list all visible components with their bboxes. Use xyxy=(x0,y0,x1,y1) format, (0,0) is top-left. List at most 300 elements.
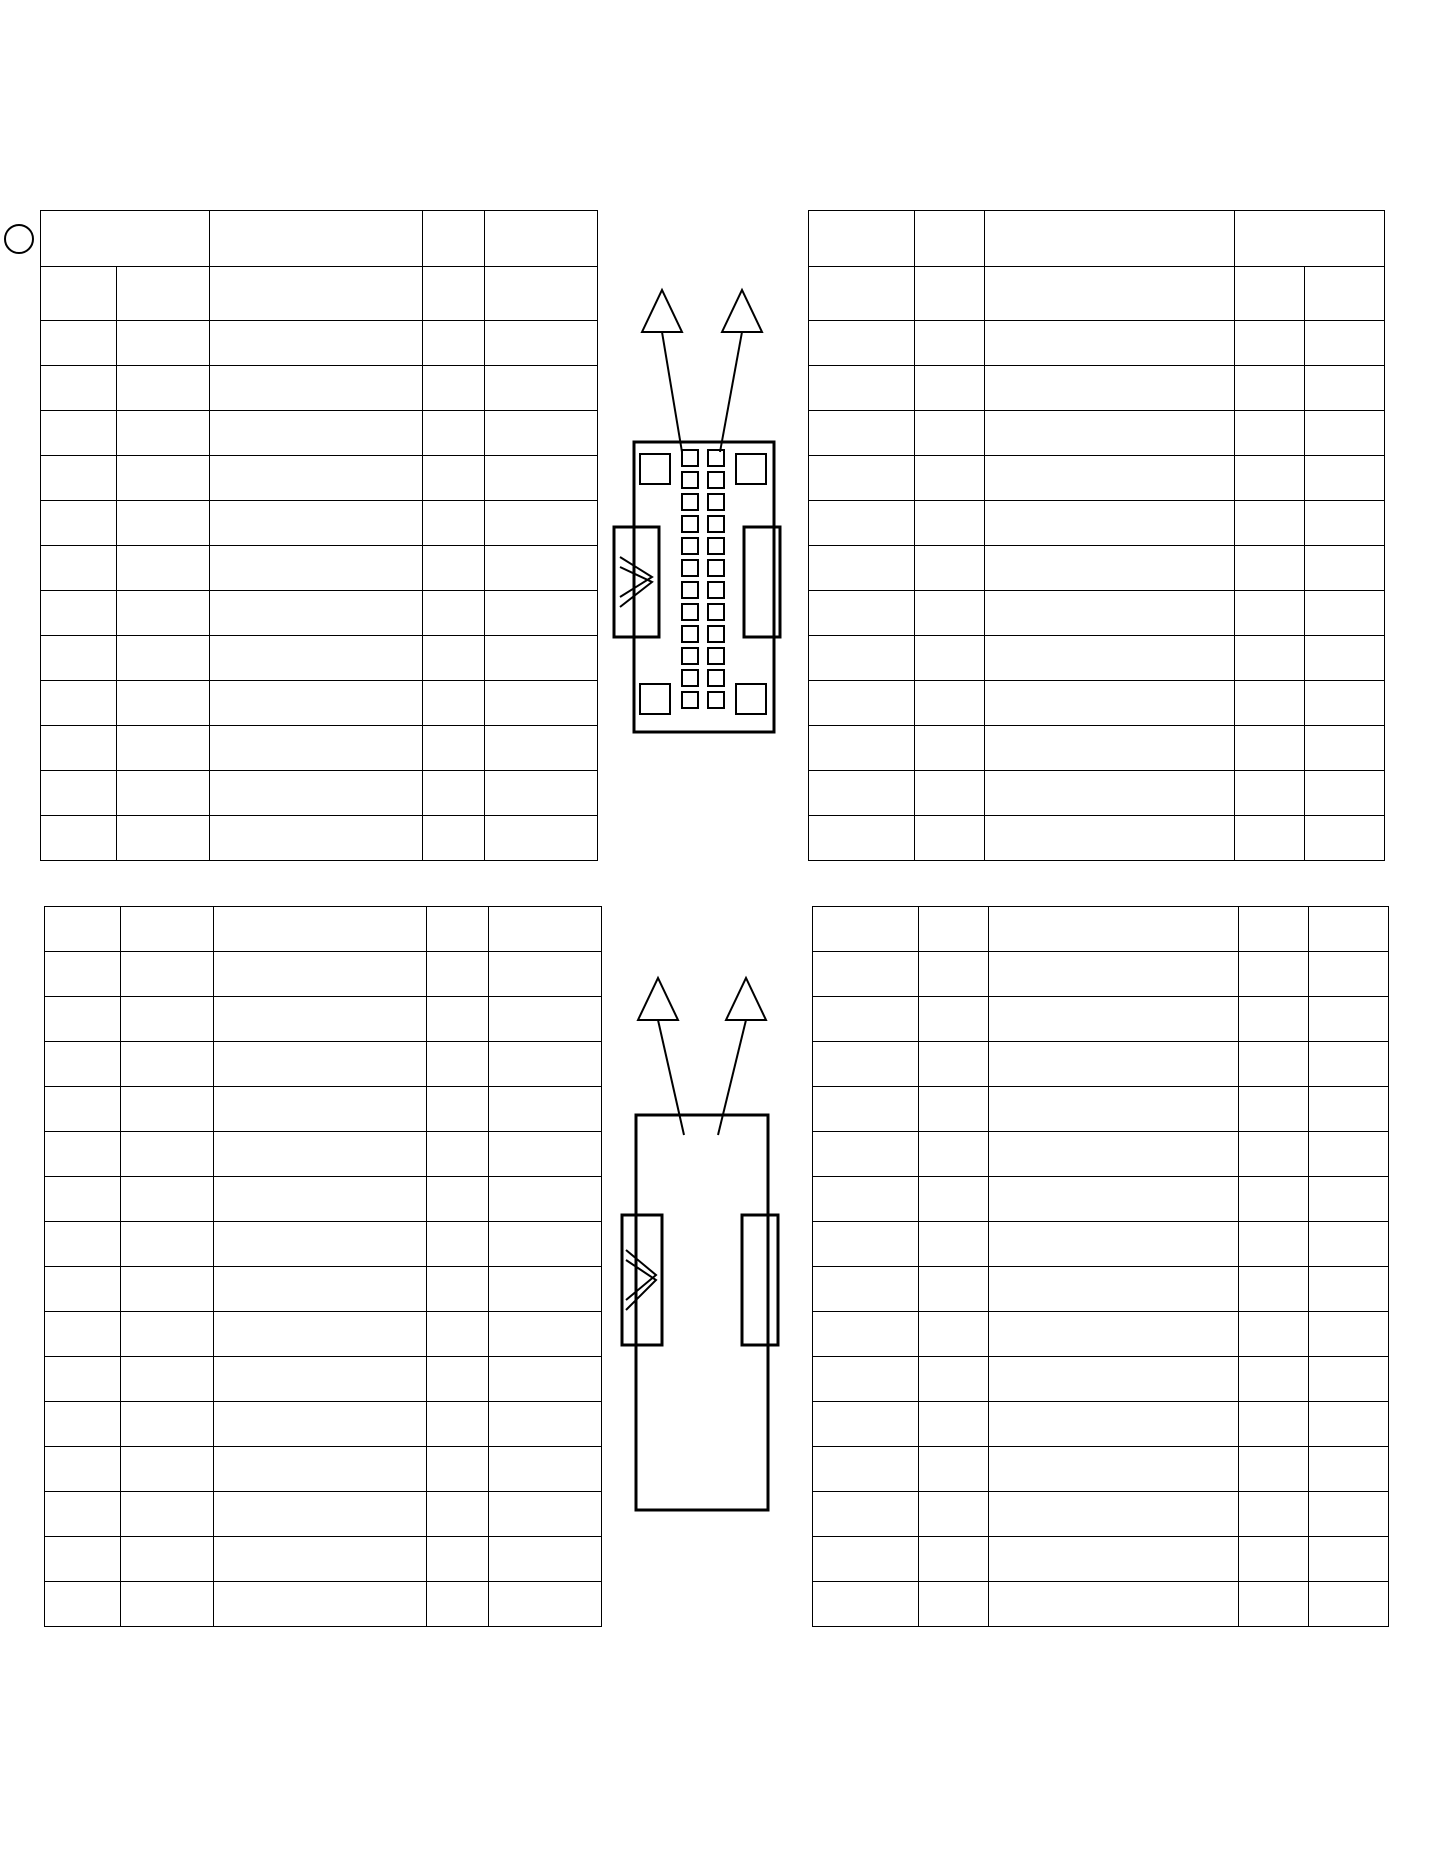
wire-color xyxy=(813,1312,919,1357)
table-d-pins xyxy=(812,906,1389,1627)
circuit-name xyxy=(989,1267,1239,1312)
circuit-name xyxy=(989,997,1239,1042)
wire-color xyxy=(488,1087,601,1132)
pin-number xyxy=(426,1312,488,1357)
wire-color xyxy=(813,907,919,952)
key-on-voltage xyxy=(45,952,121,997)
eng-run-voltage xyxy=(121,952,214,997)
pin-number xyxy=(919,907,989,952)
pin-number xyxy=(426,1582,488,1627)
eng-run-voltage xyxy=(1309,1312,1389,1357)
wire-color xyxy=(484,726,597,771)
wire-color xyxy=(488,1177,601,1222)
circuit-name xyxy=(210,681,422,726)
wire-color xyxy=(488,1267,601,1312)
pin-d-row xyxy=(813,952,1389,997)
eng-run-voltage xyxy=(121,1357,214,1402)
key-on-voltage xyxy=(45,1132,121,1177)
wire-color xyxy=(813,1402,919,1447)
key-on-voltage xyxy=(45,1312,121,1357)
key-on-voltage xyxy=(1239,1582,1309,1627)
circuit-name xyxy=(985,771,1235,816)
eng-run-voltage xyxy=(121,1582,214,1627)
wire-color xyxy=(813,1132,919,1177)
key-on-voltage xyxy=(1239,1402,1309,1447)
key-on-voltage xyxy=(41,591,117,636)
pin-number xyxy=(426,1357,488,1402)
key-on-voltage xyxy=(45,1582,121,1627)
pin-number xyxy=(915,366,985,411)
wire-color xyxy=(809,681,915,726)
connector-ab-diagram xyxy=(612,282,792,742)
eng-run-voltage xyxy=(1305,321,1385,366)
pin-number xyxy=(426,952,488,997)
pin-number xyxy=(426,1537,488,1582)
wire-color xyxy=(809,546,915,591)
circuit-header-right xyxy=(985,267,1235,321)
voltage-header-right xyxy=(1235,211,1385,267)
wire-color-header-right xyxy=(809,267,915,321)
wire-color xyxy=(813,1447,919,1492)
pin-c-row xyxy=(45,1402,602,1447)
key-on-voltage xyxy=(41,366,117,411)
pin-number xyxy=(422,726,484,771)
pin-b-row xyxy=(809,546,1385,591)
wire-color xyxy=(488,1312,601,1357)
pin-d-row xyxy=(813,1312,1389,1357)
circuit-name xyxy=(985,591,1235,636)
wire-color xyxy=(488,1402,601,1447)
eng-run-voltage xyxy=(1305,681,1385,726)
eng-run-voltage xyxy=(121,1402,214,1447)
eng-run-voltage xyxy=(1309,1402,1389,1447)
pin-number xyxy=(919,1222,989,1267)
pin-d-row xyxy=(813,1087,1389,1132)
pin-b-row xyxy=(809,366,1385,411)
wire-color xyxy=(484,681,597,726)
key-on-voltage xyxy=(1235,591,1305,636)
pin-c-row xyxy=(45,907,602,952)
pin-a-row xyxy=(41,591,598,636)
wire-color xyxy=(809,816,915,861)
wire-color xyxy=(809,411,915,456)
eng-run-voltage xyxy=(117,636,210,681)
circuit-name xyxy=(214,907,426,952)
pin-d-row xyxy=(813,1267,1389,1312)
circuit-name xyxy=(989,1582,1239,1627)
eng-run-voltage xyxy=(121,1177,214,1222)
key-on-voltage xyxy=(1235,681,1305,726)
pin-number xyxy=(422,456,484,501)
wire-color xyxy=(484,771,597,816)
pin-number xyxy=(915,546,985,591)
wire-color xyxy=(813,952,919,997)
key-on-voltage xyxy=(1239,997,1309,1042)
wire-color xyxy=(488,907,601,952)
eng-run-voltage xyxy=(1309,1537,1389,1582)
table-a-pins xyxy=(40,210,598,861)
key-on-voltage xyxy=(41,411,117,456)
pin-number xyxy=(915,816,985,861)
eng-run-voltage xyxy=(1309,1042,1389,1087)
key-on-voltage xyxy=(1239,1447,1309,1492)
pin-d-row xyxy=(813,1177,1389,1222)
wire-color xyxy=(809,366,915,411)
eng-run-voltage xyxy=(1309,997,1389,1042)
pin-c-row xyxy=(45,1042,602,1087)
eng-run-voltage xyxy=(117,591,210,636)
pin-number xyxy=(915,771,985,816)
eng-run-voltage xyxy=(1305,636,1385,681)
eng-run-voltage xyxy=(117,726,210,771)
wire-color xyxy=(813,1267,919,1312)
key-on-header xyxy=(41,267,117,321)
pin-number xyxy=(422,321,484,366)
pin-d-row xyxy=(813,1222,1389,1267)
circuit-name xyxy=(214,997,426,1042)
eng-run-voltage xyxy=(1305,546,1385,591)
eng-run-voltage xyxy=(1309,1132,1389,1177)
pin-c-row xyxy=(45,952,602,997)
key-on-voltage xyxy=(45,1087,121,1132)
pin-a-row xyxy=(41,501,598,546)
wire-color xyxy=(813,997,919,1042)
wire-color xyxy=(809,636,915,681)
pin-number xyxy=(919,1087,989,1132)
pin-b-row xyxy=(809,456,1385,501)
pin-number xyxy=(422,501,484,546)
key-on-voltage xyxy=(1239,1357,1309,1402)
pin-number xyxy=(915,726,985,771)
pin-a-row xyxy=(41,771,598,816)
eng-run-voltage xyxy=(117,501,210,546)
circuit-name xyxy=(985,411,1235,456)
eng-run-voltage xyxy=(117,816,210,861)
pin-c-row xyxy=(45,997,602,1042)
circuit-name xyxy=(989,1222,1239,1267)
circuit-name xyxy=(989,1447,1239,1492)
circuit-name xyxy=(214,1447,426,1492)
key-on-voltage xyxy=(1235,411,1305,456)
circuit-name xyxy=(989,907,1239,952)
pin-a-row xyxy=(41,321,598,366)
circuit-name xyxy=(210,636,422,681)
wire-color xyxy=(488,1537,601,1582)
circuit-name xyxy=(985,816,1235,861)
key-on-voltage xyxy=(1239,952,1309,997)
key-on-voltage xyxy=(45,1447,121,1492)
eng-run-voltage xyxy=(1309,1447,1389,1492)
pin-number xyxy=(422,771,484,816)
wire-color xyxy=(488,1222,601,1267)
wire-color xyxy=(484,411,597,456)
eng-run-voltage xyxy=(1309,907,1389,952)
pin-b-row xyxy=(809,681,1385,726)
pin-c-row xyxy=(45,1537,602,1582)
wire-color xyxy=(813,1042,919,1087)
eng-run-voltage xyxy=(1305,591,1385,636)
eng-run-voltage xyxy=(1309,1267,1389,1312)
pin-number xyxy=(426,1177,488,1222)
pin-c-row xyxy=(45,1492,602,1537)
circuit-name xyxy=(985,546,1235,591)
circuit-name xyxy=(989,1492,1239,1537)
pin-number xyxy=(422,591,484,636)
pin-number xyxy=(422,546,484,591)
circuit-name xyxy=(210,816,422,861)
pin-b-row xyxy=(809,771,1385,816)
circuit-name xyxy=(214,1492,426,1537)
circuit-name xyxy=(214,1132,426,1177)
pin-d-row xyxy=(813,1447,1389,1492)
key-on-voltage xyxy=(45,1537,121,1582)
pin-number xyxy=(915,411,985,456)
key-on-voltage xyxy=(1239,1312,1309,1357)
key-on-voltage xyxy=(1239,1222,1309,1267)
circuit-name xyxy=(210,501,422,546)
eng-run-voltage xyxy=(1309,1177,1389,1222)
circuit-name xyxy=(985,456,1235,501)
wire-color xyxy=(809,456,915,501)
pin-b-row xyxy=(809,816,1385,861)
eng-run-voltage xyxy=(1309,1582,1389,1627)
pin-number xyxy=(915,636,985,681)
pin-number xyxy=(426,1087,488,1132)
key-on-voltage xyxy=(1239,1132,1309,1177)
pin-number xyxy=(422,366,484,411)
pin-number xyxy=(426,1447,488,1492)
pin-number xyxy=(919,1402,989,1447)
eng-run-voltage xyxy=(1305,411,1385,456)
circuit-name xyxy=(989,1402,1239,1447)
wire-color xyxy=(809,726,915,771)
pin-b-row xyxy=(809,636,1385,681)
key-on-voltage xyxy=(1239,1492,1309,1537)
circuit-name xyxy=(989,1357,1239,1402)
circuit-name xyxy=(214,1177,426,1222)
pin-d-row xyxy=(813,1582,1389,1627)
pin-c-row xyxy=(45,1312,602,1357)
key-on-voltage xyxy=(1239,1177,1309,1222)
key-on-voltage xyxy=(45,1402,121,1447)
circuit-name xyxy=(985,726,1235,771)
pin-b-row xyxy=(809,726,1385,771)
pin-number xyxy=(915,321,985,366)
pin-a-row xyxy=(41,816,598,861)
pin-d-row xyxy=(813,1042,1389,1087)
pin-number xyxy=(426,1222,488,1267)
key-on-voltage xyxy=(41,816,117,861)
pin-a-row xyxy=(41,411,598,456)
pin-number xyxy=(919,1132,989,1177)
footnote-marker xyxy=(4,224,34,254)
key-on-voltage xyxy=(41,456,117,501)
pin-a-row xyxy=(41,366,598,411)
pin-d-row xyxy=(813,1402,1389,1447)
pin-number xyxy=(919,1312,989,1357)
circuit-name xyxy=(214,1582,426,1627)
key-on-voltage xyxy=(1239,1042,1309,1087)
eng-run-header xyxy=(117,267,210,321)
key-on-voltage xyxy=(41,321,117,366)
eng-run-voltage xyxy=(117,321,210,366)
eng-run-voltage xyxy=(1305,501,1385,546)
pin-b-row xyxy=(809,321,1385,366)
pin-number xyxy=(919,1447,989,1492)
wire-color-header xyxy=(484,267,597,321)
pin-c-row xyxy=(45,1132,602,1177)
wire-color xyxy=(484,366,597,411)
pin-number xyxy=(426,1267,488,1312)
pin-number xyxy=(915,456,985,501)
key-on-voltage xyxy=(45,907,121,952)
eng-run-header-right xyxy=(1305,267,1385,321)
pin-number xyxy=(919,1492,989,1537)
key-on-voltage xyxy=(41,636,117,681)
pin-number xyxy=(422,411,484,456)
pin-number xyxy=(919,952,989,997)
eng-run-voltage xyxy=(1305,771,1385,816)
pin-c-row xyxy=(45,1447,602,1492)
pin-number xyxy=(426,1132,488,1177)
pin-d-row xyxy=(813,1357,1389,1402)
pin-number xyxy=(919,1582,989,1627)
eng-run-voltage xyxy=(117,456,210,501)
pin-number xyxy=(919,1177,989,1222)
key-on-voltage xyxy=(45,1222,121,1267)
circuit-name xyxy=(210,411,422,456)
eng-run-voltage xyxy=(121,907,214,952)
circuit-name xyxy=(210,591,422,636)
circuit-name xyxy=(214,1357,426,1402)
circuit-name xyxy=(985,321,1235,366)
table-b-pins xyxy=(808,210,1385,861)
key-on-voltage xyxy=(41,501,117,546)
pin-d-row xyxy=(813,1132,1389,1177)
wire-color xyxy=(488,1042,601,1087)
key-on-voltage xyxy=(1239,907,1309,952)
pin-b-row xyxy=(809,411,1385,456)
circuit-name xyxy=(985,366,1235,411)
pin-c-row xyxy=(45,1267,602,1312)
key-on-voltage xyxy=(41,771,117,816)
key-on-voltage xyxy=(1235,366,1305,411)
wire-color xyxy=(813,1582,919,1627)
circuit-name xyxy=(985,681,1235,726)
eng-run-voltage xyxy=(1309,1357,1389,1402)
key-on-voltage xyxy=(1235,636,1305,681)
circuit-name xyxy=(989,952,1239,997)
pin-a-row xyxy=(41,636,598,681)
wire-color xyxy=(488,997,601,1042)
circuit-name xyxy=(985,501,1235,546)
pin-d-row xyxy=(813,907,1389,952)
key-on-voltage xyxy=(45,1177,121,1222)
pin-number xyxy=(919,1537,989,1582)
pin-number xyxy=(915,501,985,546)
pin-number xyxy=(426,1492,488,1537)
wire-color xyxy=(813,1492,919,1537)
eng-run-voltage xyxy=(121,1222,214,1267)
circuit-name xyxy=(214,1042,426,1087)
eng-run-voltage xyxy=(1305,816,1385,861)
eng-run-voltage xyxy=(121,1447,214,1492)
pin-number xyxy=(426,997,488,1042)
wire-color xyxy=(813,1087,919,1132)
pin-c-row xyxy=(45,1087,602,1132)
pin-a-row xyxy=(41,681,598,726)
circuit-name xyxy=(989,1132,1239,1177)
key-on-voltage xyxy=(1235,771,1305,816)
key-on-voltage xyxy=(41,681,117,726)
key-on-voltage xyxy=(45,1042,121,1087)
wire-color xyxy=(809,501,915,546)
pin-number xyxy=(915,591,985,636)
wire-color xyxy=(813,1357,919,1402)
key-on-voltage xyxy=(1239,1267,1309,1312)
circuit-name xyxy=(989,1537,1239,1582)
pin-b-row xyxy=(809,501,1385,546)
key-on-voltage xyxy=(41,546,117,591)
pin-c-row xyxy=(45,1357,602,1402)
pin-number xyxy=(422,636,484,681)
eng-run-voltage xyxy=(117,771,210,816)
key-on-voltage xyxy=(45,1492,121,1537)
circuit-name xyxy=(214,1402,426,1447)
voltage-header xyxy=(41,211,210,267)
wire-color xyxy=(488,1447,601,1492)
wire-color xyxy=(484,816,597,861)
eng-run-voltage xyxy=(1305,366,1385,411)
circuit-name xyxy=(989,1177,1239,1222)
circuit-name xyxy=(210,546,422,591)
table-c-pins xyxy=(44,906,602,1627)
circuit-name xyxy=(214,1222,426,1267)
key-on-voltage xyxy=(1235,321,1305,366)
circuit-name xyxy=(989,1087,1239,1132)
key-on-voltage xyxy=(1239,1087,1309,1132)
eng-run-voltage xyxy=(1305,456,1385,501)
circuit-name xyxy=(214,1267,426,1312)
pin-c-row xyxy=(45,1222,602,1267)
pin-d-row xyxy=(813,1537,1389,1582)
eng-run-voltage xyxy=(121,1267,214,1312)
eng-run-voltage xyxy=(121,1492,214,1537)
wire-color xyxy=(484,321,597,366)
circuit-name xyxy=(214,1312,426,1357)
key-on-voltage xyxy=(1239,1537,1309,1582)
pin-c-row xyxy=(45,1582,602,1627)
eng-run-voltage xyxy=(121,1312,214,1357)
pin-number xyxy=(919,1357,989,1402)
pin-number xyxy=(422,681,484,726)
wire-color xyxy=(809,591,915,636)
circuit-header xyxy=(210,267,422,321)
circuit-name xyxy=(989,1312,1239,1357)
circuit-name xyxy=(985,636,1235,681)
eng-run-voltage xyxy=(1309,1222,1389,1267)
wire-color xyxy=(488,1492,601,1537)
wire-color xyxy=(488,952,601,997)
wire-color xyxy=(484,501,597,546)
key-on-voltage xyxy=(45,1267,121,1312)
pin-b-row xyxy=(809,591,1385,636)
circuit-name xyxy=(210,456,422,501)
pin-number xyxy=(426,1042,488,1087)
wire-color xyxy=(488,1357,601,1402)
key-on-voltage xyxy=(45,997,121,1042)
wire-color xyxy=(484,636,597,681)
